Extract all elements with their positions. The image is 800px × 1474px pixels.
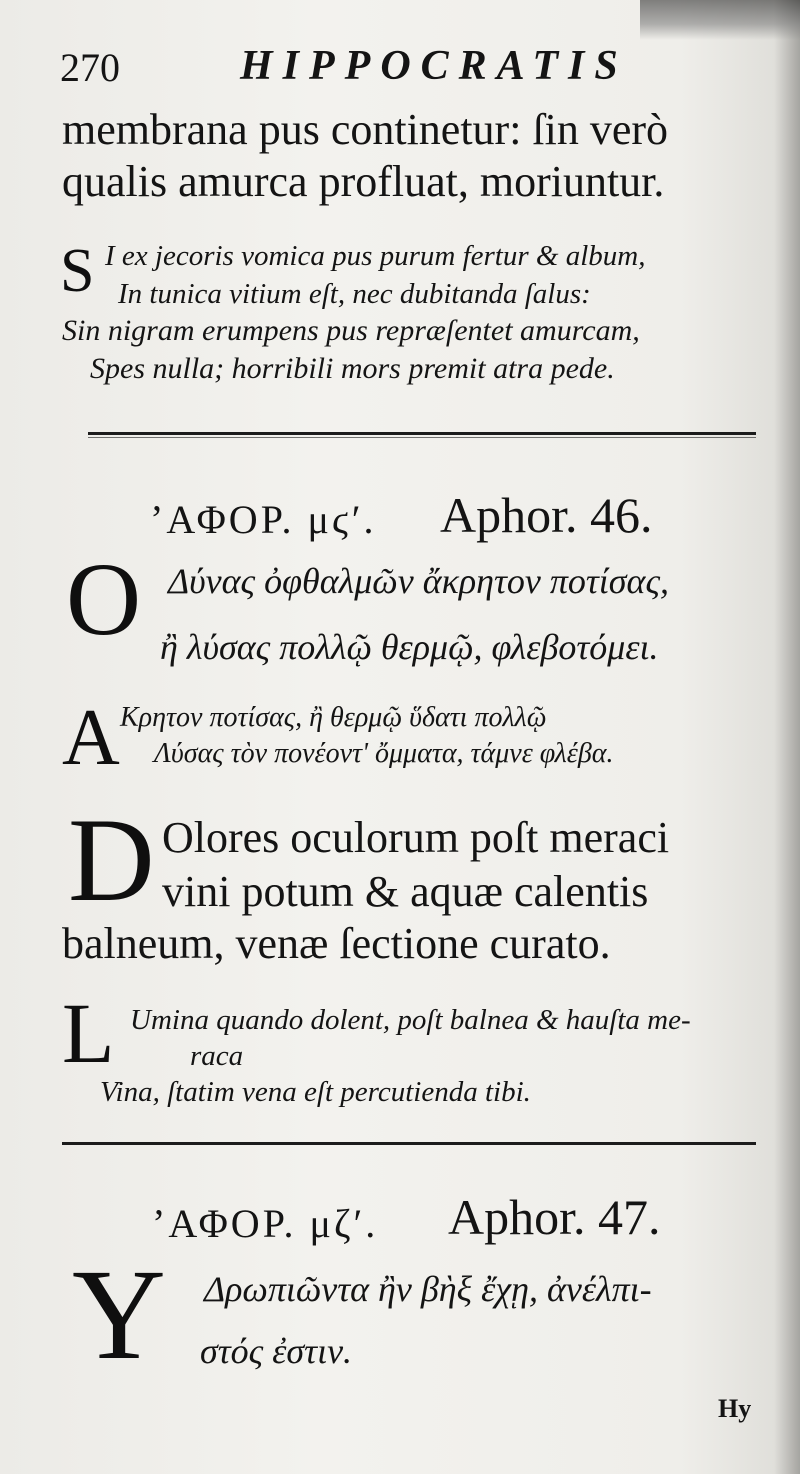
aphorism-47-greek-line-1: Δρωπιῶντα ἢν βὴξ ἔχῃ, ἀνέλπι- [204,1269,652,1309]
running-title: HIPPOCRATIS [240,43,628,89]
page-corner-shadow [640,0,800,40]
divider-ornament-thin [88,437,756,438]
aphorism-46-latin-verse-line-1: Umina quando dolent, poſt balnea & hauſta me- [130,1004,691,1036]
prose-line-2: qualis amurca profluat, moriuntur. [62,157,665,206]
aphorism-46-greek-line-1: Δύνας ὀφθαλμῶν ἄκρητον ποτίσας, [168,561,670,601]
dropcap-l: L [62,985,115,1081]
aphorism-46-latin-heading: Aphor. 46. [440,487,653,543]
aphorism-46-latin-line-3: balneum, venæ ſectione curato. [62,919,611,968]
aphorism-46-greek-heading: ʼΑΦΟΡ. μϛʹ. [150,497,377,542]
aphorism-46-latin-verse-line-2: raca [190,1040,244,1072]
dropcap-o: O [66,542,142,657]
aphorism-46-latin-verse-line-3: Vina, ſtatim vena eſt percutienda tibi. [100,1076,531,1108]
aphorism-46-greek-verse-line-2: Λύσας τὸν πονέοντ' ὄμματα, τάμνε φλέβα. [154,738,614,769]
catchword: Hy [718,1394,752,1423]
aphorism-46-greek-line-2: ἢ λύσας πολλῷ θερμῷ, φλεβοτόμει. [160,627,659,667]
aphorism-46-greek-verse-line-1: Κρητον ποτίσας, ἢ θερμῷ ὕδατι πολλῷ [120,702,547,733]
verse-1-line-3: Sin nigram erumpens pus repræſentet amurcam, [62,314,640,347]
aphorism-47-greek-heading: ʼΑΦΟΡ. μζʹ. [152,1201,379,1246]
aphorism-47-latin-heading: Aphor. 47. [448,1189,661,1245]
dropcap-a: A [62,694,120,782]
dropcap-s: S [60,237,95,305]
aphorism-46-latin-line-1: Olores oculorum poſt meraci [162,813,670,862]
page-header [60,40,760,90]
page-number: 270 [60,45,120,90]
verse-1-line-4: Spes nulla; horribili mors premit atra pede. [90,352,615,385]
prose-line-1: membrana pus continetur: ſin verò [62,105,669,154]
aphorism-47-greek-line-2: στός ἐστιν. [200,1331,353,1371]
verse-1-line-2: In tunica vitium eſt, nec dubitanda ſalus: [118,278,591,310]
dropcap-d: D [68,793,155,926]
verse-1-line-1: I ex jecoris vomica pus purum fertur & album, [105,240,646,272]
page-edge-shadow [774,0,800,1474]
divider-rule [62,1142,756,1145]
divider-ornament [88,432,756,435]
aphorism-46-latin-line-2: vini potum & aquæ calentis [162,867,649,916]
dropcap-upsilon: Υ [72,1243,166,1387]
